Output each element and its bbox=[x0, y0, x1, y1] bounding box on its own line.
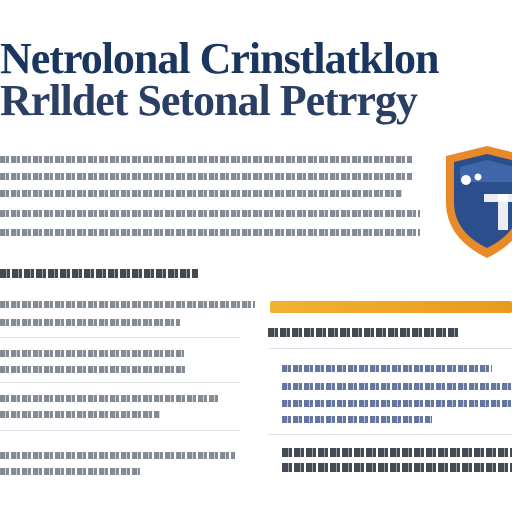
accent-bar bbox=[270, 301, 512, 313]
list-item bbox=[282, 463, 512, 472]
list-item bbox=[0, 452, 235, 459]
list-item bbox=[0, 366, 187, 373]
list-item bbox=[0, 468, 140, 475]
list-item bbox=[0, 395, 220, 402]
list-item bbox=[282, 448, 512, 457]
list-item bbox=[0, 350, 184, 357]
left-section-heading bbox=[0, 269, 198, 278]
list-item bbox=[282, 416, 432, 423]
list-item bbox=[282, 365, 492, 372]
shield-icon bbox=[442, 142, 512, 262]
title-line-1: Netrolonal Crinstlatklon bbox=[0, 34, 439, 83]
list-item bbox=[282, 400, 512, 407]
document-title bbox=[0, 34, 439, 125]
list-item bbox=[0, 411, 160, 418]
list-item bbox=[282, 383, 512, 390]
right-section-heading bbox=[268, 328, 460, 337]
list-item bbox=[0, 301, 255, 308]
list-item bbox=[0, 319, 180, 326]
title-line-2: Rrlldet Setonal Petrrgy bbox=[0, 76, 417, 125]
